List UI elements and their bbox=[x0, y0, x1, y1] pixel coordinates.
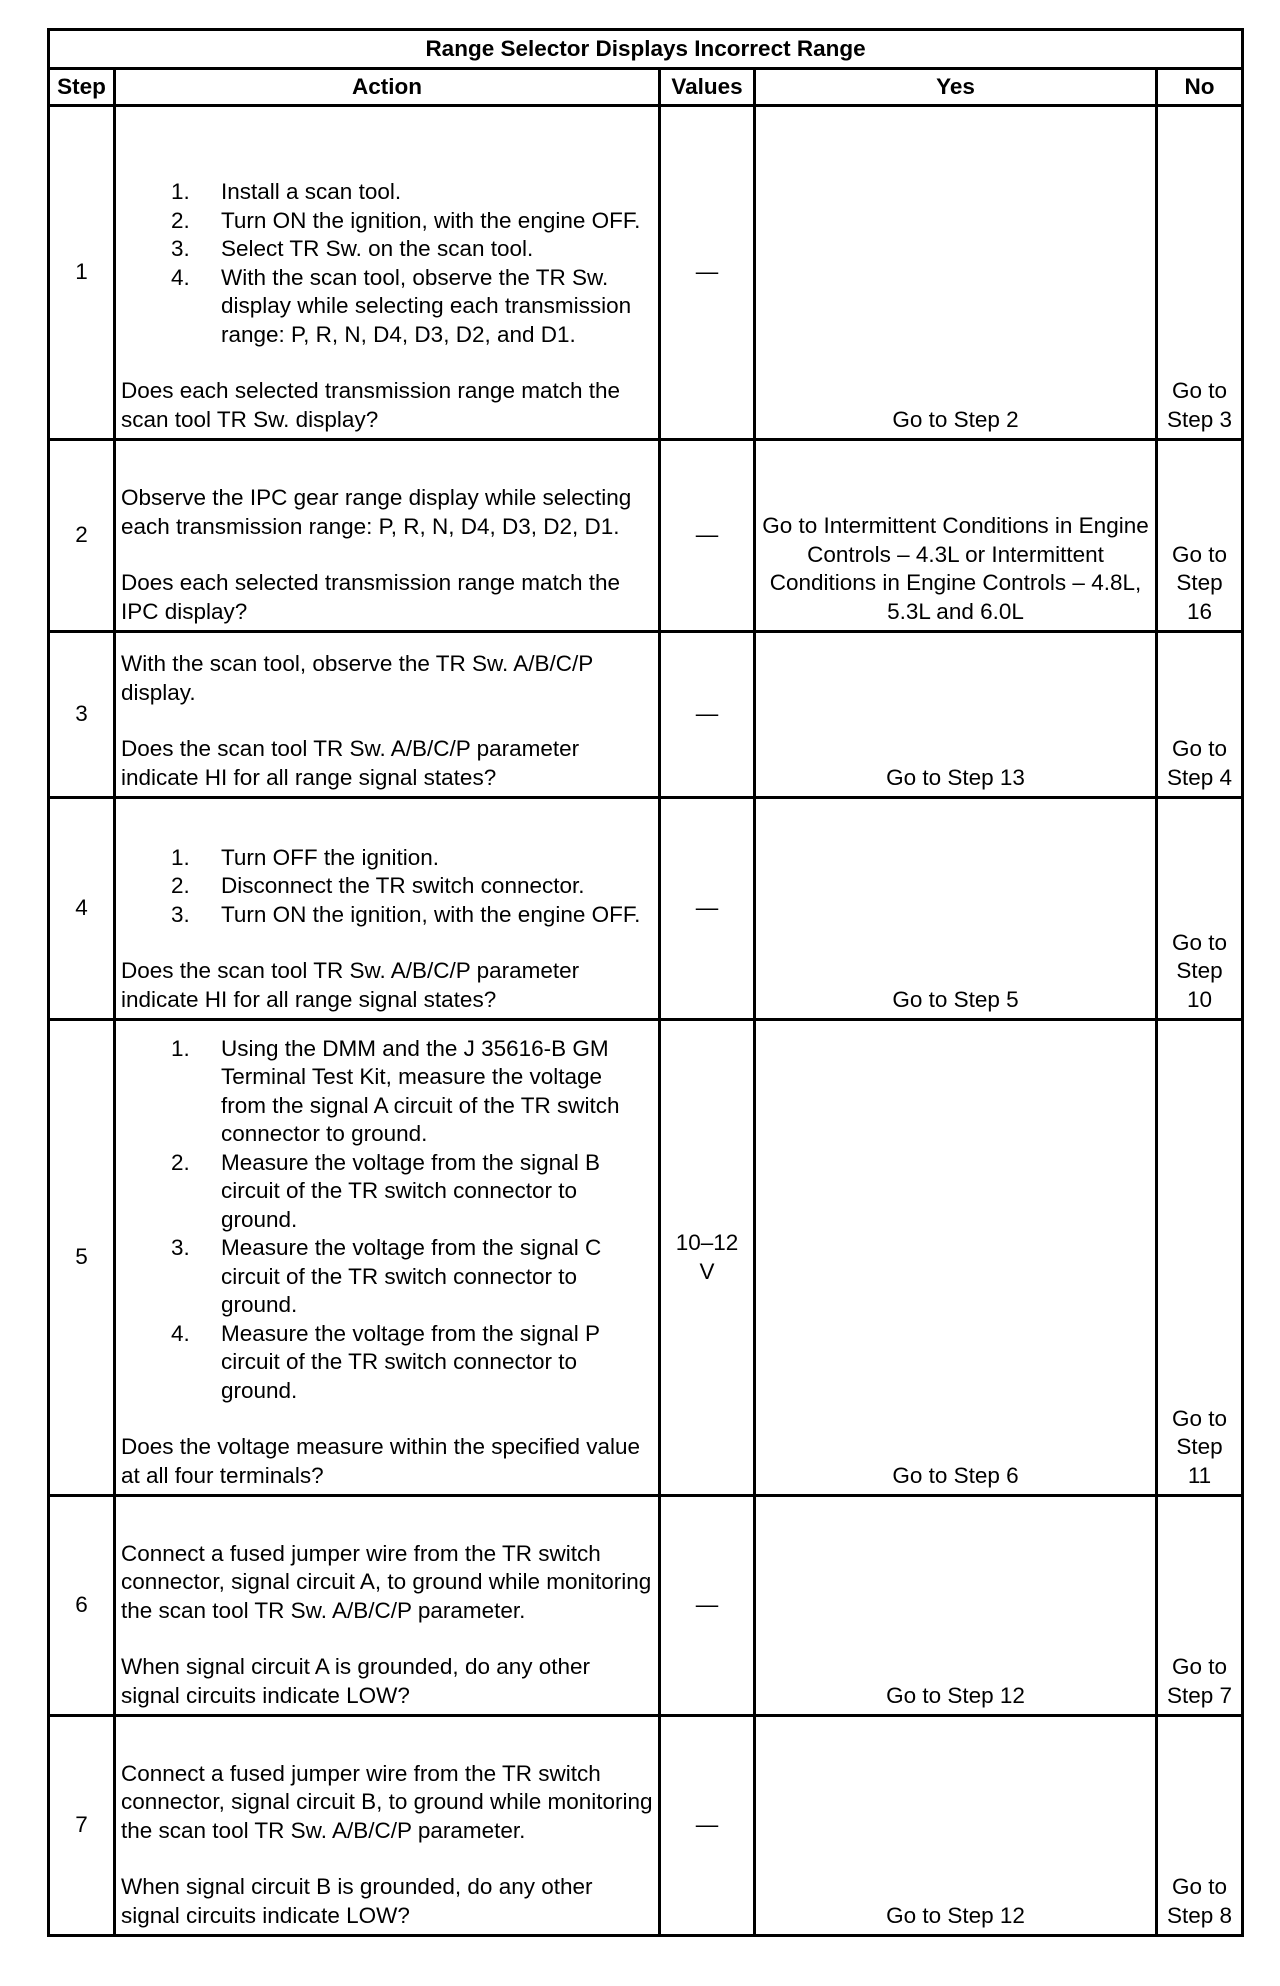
yes-cell: Go to Intermittent Conditions in Engine Controls – 4.3L or Intermittent Conditions in Engine Controls – 4.8L, 5.3L and 6.0L bbox=[755, 440, 1157, 632]
instruction-text: Connect a fused jumper wire from the TR switch connector, signal circuit A, to ground while monitoring the scan tool TR Sw. A/B/C/P parameter. bbox=[121, 1540, 652, 1623]
yes-cell: Go to Step 13 bbox=[755, 632, 1157, 798]
header-action: Action bbox=[115, 69, 660, 106]
question-text: Does the scan tool TR Sw. A/B/C/P parameter indicate HI for all range signal states? bbox=[121, 736, 580, 790]
list-item: 1. Using the DMM and the J 35616-B GM Terminal Test Kit, measure the voltage from the signal A circuit of the TR switch connector to ground. bbox=[171, 1035, 620, 1146]
yes-cell: Go to Step 2 bbox=[755, 106, 1157, 440]
question-text: Does the scan tool TR Sw. A/B/C/P parameter indicate HI for all range signal states? bbox=[121, 958, 580, 1012]
table-row bbox=[49, 440, 1243, 632]
action-cell bbox=[115, 632, 660, 798]
header-no: No bbox=[1157, 69, 1243, 106]
list-item: 4. Measure the voltage from the signal P circuit of the TR switch connector to ground. bbox=[171, 1320, 600, 1403]
yes-cell: Go to Step 5 bbox=[755, 798, 1157, 1020]
question-text: Does the voltage measure within the specified value at all four terminals? bbox=[121, 1434, 641, 1488]
header-values: Values bbox=[660, 69, 755, 106]
no-cell: Go to Step 3 bbox=[1157, 106, 1243, 440]
action-cell bbox=[115, 1496, 660, 1716]
step-number: 2 bbox=[49, 440, 115, 632]
value-cell: — bbox=[660, 106, 755, 440]
table-row bbox=[49, 106, 1243, 440]
no-cell: Go to Step 4 bbox=[1157, 632, 1243, 798]
value-cell: — bbox=[660, 1496, 755, 1716]
no-cell: Go to Step 7 bbox=[1157, 1496, 1243, 1716]
question-text: Does each selected transmission range match the IPC display? bbox=[121, 570, 621, 624]
step-number: 4 bbox=[49, 798, 115, 1020]
list-item: 3. Select TR Sw. on the scan tool. bbox=[171, 236, 534, 261]
list-item: 1. Install a scan tool. bbox=[171, 179, 402, 204]
yes-cell: Go to Step 12 bbox=[755, 1716, 1157, 1936]
value-cell: — bbox=[660, 632, 755, 798]
action-cell bbox=[115, 440, 660, 632]
value-cell: 10–12 V bbox=[660, 1020, 755, 1496]
no-cell: Go to Step 11 bbox=[1157, 1020, 1243, 1496]
instruction-list bbox=[121, 1035, 653, 1406]
table-row bbox=[49, 1020, 1243, 1496]
list-item: 3. Turn ON the ignition, with the engine OFF. bbox=[171, 901, 641, 927]
instruction-text: Connect a fused jumper wire from the TR switch connector, signal circuit B, to ground while monitoring the scan tool TR Sw. A/B/C/P parameter. bbox=[121, 1760, 653, 1843]
yes-cell: Go to Step 12 bbox=[755, 1496, 1157, 1716]
value-cell: — bbox=[660, 1716, 755, 1936]
list-item: 2. Disconnect the TR switch connector. bbox=[171, 873, 585, 898]
step-number: 3 bbox=[49, 632, 115, 798]
table-row bbox=[49, 632, 1243, 798]
question-text: Does each selected transmission range match the scan tool TR Sw. display? bbox=[121, 378, 621, 432]
action-cell bbox=[115, 1716, 660, 1936]
value-cell: — bbox=[660, 798, 755, 1020]
step-number: 5 bbox=[49, 1020, 115, 1496]
header-step: Step bbox=[49, 69, 115, 106]
table-row bbox=[49, 1716, 1243, 1936]
list-item: 4. With the scan tool, observe the TR Sw. display while selecting each transmission range: P, R, N, D4, D3, D2, and D1. bbox=[171, 264, 632, 347]
step-number: 7 bbox=[49, 1716, 115, 1936]
no-cell: Go to Step 10 bbox=[1157, 798, 1243, 1020]
list-item: 2. Turn ON the ignition, with the engine OFF. bbox=[171, 207, 641, 233]
no-cell: Go to Step 8 bbox=[1157, 1716, 1243, 1936]
table-row bbox=[49, 798, 1243, 1020]
table-title: Range Selector Displays Incorrect Range bbox=[49, 30, 1243, 69]
diagnostic-table bbox=[47, 28, 1244, 1937]
header-yes: Yes bbox=[755, 69, 1157, 106]
question-text: When signal circuit B is grounded, do any other signal circuits indicate LOW? bbox=[121, 1874, 593, 1928]
list-item: 3. Measure the voltage from the signal C circuit of the TR switch connector to ground. bbox=[171, 1235, 602, 1317]
step-number: 6 bbox=[49, 1496, 115, 1716]
instruction-text: With the scan tool, observe the TR Sw. A/B/C/P display. bbox=[121, 651, 593, 705]
yes-cell: Go to Step 6 bbox=[755, 1020, 1157, 1496]
table-row bbox=[49, 1496, 1243, 1716]
instruction-text: Observe the IPC gear range display while selecting each transmission range: P, R, N, D4, D3, D2, D1. bbox=[121, 485, 632, 539]
instruction-list bbox=[121, 844, 653, 930]
no-cell: Go to Step 16 bbox=[1157, 440, 1243, 632]
value-cell: — bbox=[660, 440, 755, 632]
step-number: 1 bbox=[49, 106, 115, 440]
instruction-list bbox=[121, 178, 653, 349]
question-text: When signal circuit A is grounded, do any other signal circuits indicate LOW? bbox=[121, 1654, 591, 1708]
action-cell bbox=[115, 106, 660, 440]
list-item: 1. Turn OFF the ignition. bbox=[171, 844, 440, 870]
list-item: 2. Measure the voltage from the signal B circuit of the TR switch connector to ground. bbox=[171, 1149, 600, 1232]
action-cell bbox=[115, 1020, 660, 1496]
action-cell bbox=[115, 798, 660, 1020]
